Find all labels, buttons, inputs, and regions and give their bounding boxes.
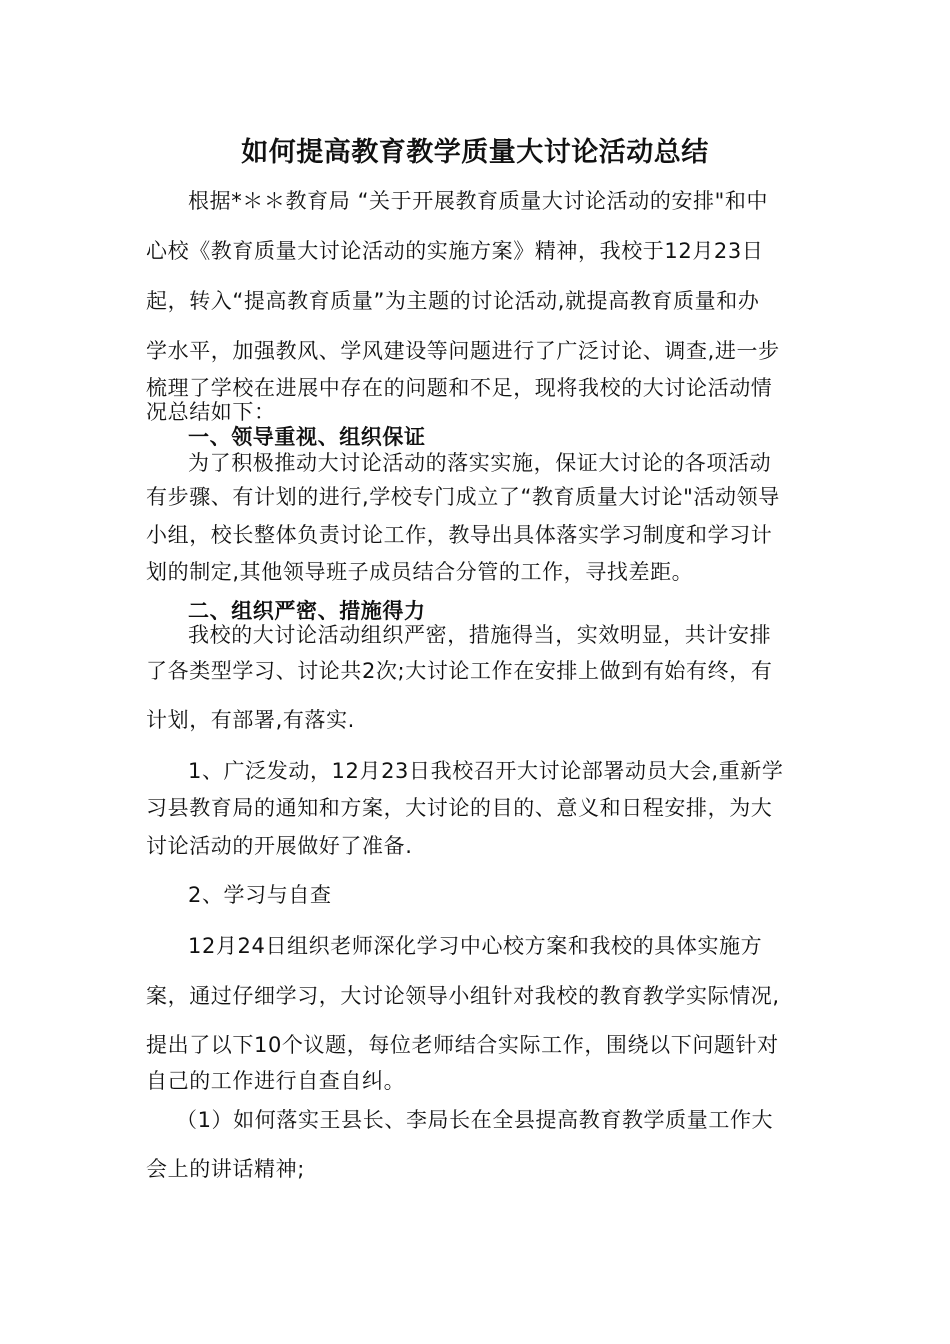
paragraph-line: 况总结如下： [146,400,276,424]
paragraph-line: 划的制定,其他领导班子成员结合分管的工作，寻找差距。 [146,560,694,584]
paragraph-line: 提出了以下10个议题，每位老师结合实际工作，围绕以下问题针对 [146,1033,779,1057]
paragraph-line: 案，通过仔细学习，大讨论领导小组针对我校的教育教学实际情况, [146,984,780,1008]
paragraph-line: 学水平，加强教风、学风建设等问题进行了广泛讨论、调查,进一步 [146,339,780,363]
section-heading: 一、领导重视、组织保证 [188,425,426,449]
paragraph-line: 计划，有部署,有落实. [146,708,355,732]
paragraph-line: 1、广泛发动，12月23日我校召开大讨论部署动员大会,重新学 [188,759,784,783]
paragraph-line: 我校的大讨论活动组织严密，措施得当，实效明显，共计安排 [188,623,772,647]
paragraph-line: 12月24日组织老师深化学习中心校方案和我校的具体实施方 [188,934,763,958]
paragraph-line: 讨论活动的开展做好了准备. [146,834,413,858]
paragraph-line: 会上的讲话精神; [146,1157,305,1181]
paragraph-line: 小组，校长整体负责讨论工作，教导出具体落实学习制度和学习计 [146,523,773,547]
section-heading: 二、组织严密、措施得力 [188,599,426,623]
document-title: 如何提高教育教学质量大讨论活动总结 [241,137,709,168]
paragraph-line: 习县教育局的通知和方案，大讨论的目的、意义和日程安排，为大 [146,796,773,820]
paragraph-line: 根据*＊＊教育局 “关于开展教育质量大讨论活动的安排"和中 [188,189,769,213]
paragraph-line: 起，转入“提高教育质量”为主题的讨论活动,就提高教育质量和办 [146,289,760,313]
paragraph-line: 梳理了学校在进展中存在的问题和不足，现将我校的大讨论活动情 [146,376,773,400]
paragraph-line: 2、学习与自查 [188,883,332,907]
paragraph-line: 有步骤、有计划的进行,学校专门成立了“教育质量大讨论"活动领导 [146,485,780,509]
paragraph-line: 自己的工作进行自查自纠。 [146,1069,406,1093]
paragraph-line: 心校《教育质量大讨论活动的实施方案》精神，我校于12月23日 [146,239,764,263]
paragraph-line: 了各类型学习、讨论共2次;大讨论工作在安排上做到有始有终，有 [146,659,773,683]
paragraph-line: （1）如何落实王县长、李局长在全县提高教育教学质量工作大 [176,1108,774,1132]
paragraph-line: 为了积极推动大讨论活动的落实实施，保证大讨论的各项活动 [188,451,772,475]
